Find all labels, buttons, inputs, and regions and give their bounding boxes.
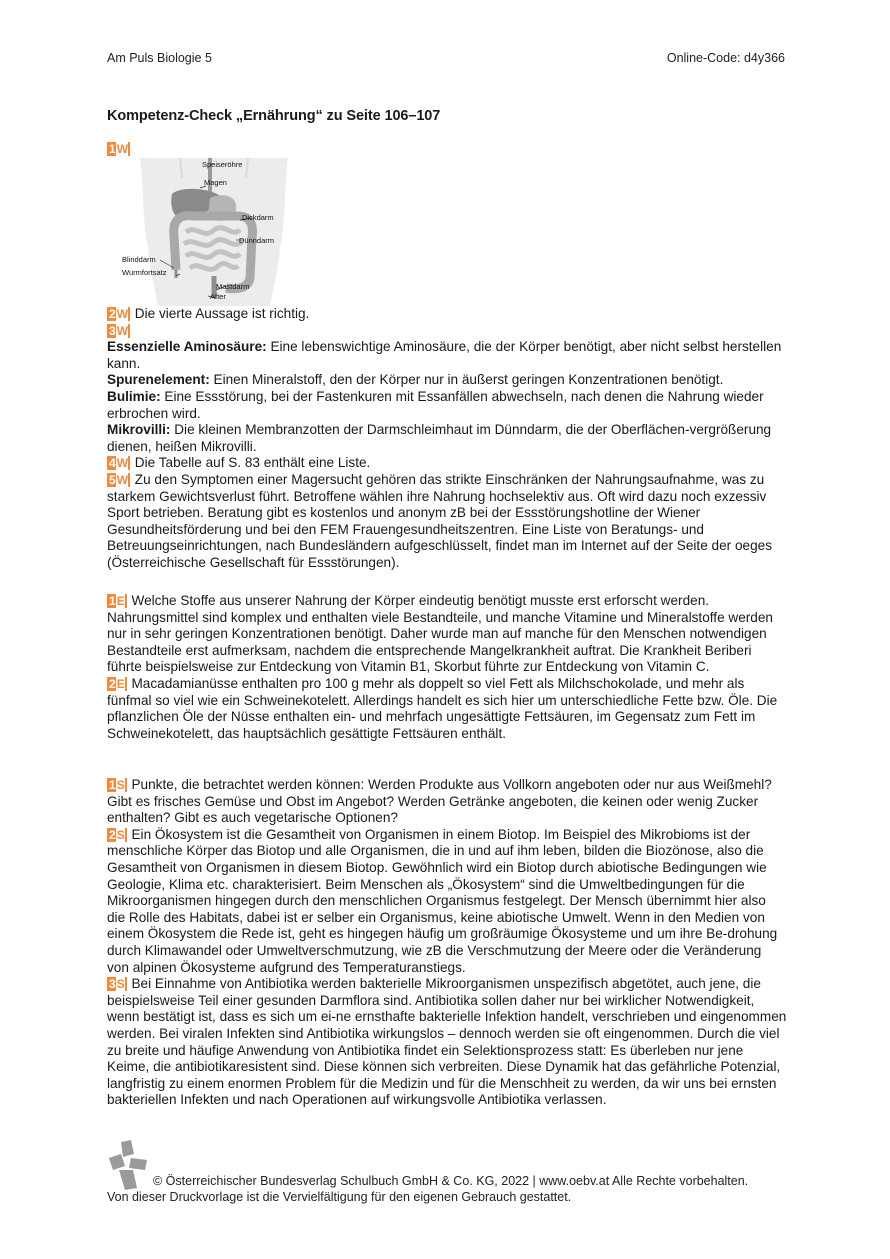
copyright-line: © Österreichischer Bundesverlag Schulbuch GmbH & Co. KG, 2022 | www.oebv.at Alle Rechte vorbehalten.	[153, 1174, 749, 1188]
definition-text: Die kleinen Membranzotten der Darmschleimhaut im Dünndarm, die der Oberflächen-vergrößerung dienen, heißen Mikrovilli.	[107, 422, 772, 454]
task-w1	[107, 141, 787, 158]
definition-text: Eine lebenswichtige Aminosäure, die der Körper benötigt, aber nicht selbst herstellen kann.	[107, 339, 782, 371]
task-text: Die Tabelle auf S. 83 enthält eine Liste.	[134, 455, 371, 471]
definition-item	[107, 389, 787, 422]
page-footer	[107, 1173, 748, 1205]
digestive-system-figure	[120, 158, 320, 306]
task-w2	[107, 306, 787, 323]
definition-term: Essenzielle Aminosäure:	[107, 339, 267, 355]
task-text: Macadamianüsse enthalten pro 100 g mehr als doppelt so viel Fett als Milchschokolade, und mehr als fünfmal so viel wie ein Schweinekotelett. Allerdings handelt es sich hier um unterschiedliche Fette bzw. Öle. Die pflanzlichen Öle der Nüsse enthalten ein- und mehrfach ungesättigte Fettsäuren, im Gegensatz zum Fett im Schweinekotelett, das hauptsächlich gesättigte Fettsäuren enthält.	[107, 675, 778, 741]
task-badge: 1S	[109, 778, 125, 792]
usage-note: Von dieser Druckvorlage ist die Vervielfältigung für den eigenen Gebrauch gestattet.	[107, 1190, 572, 1204]
label-blinddarm: Blinddarm	[122, 255, 156, 264]
task-text: Punkte, die betrachtet werden können: Werden Produkte aus Vollkorn angeboten oder nur aus Weißmehl? Gibt es frisches Gemüse und Obst im Angebot? Werden Getränke angeboten, die keinen oder wenig Zucker enthalten? Gibt es auch vegetarische Optionen?	[107, 777, 772, 826]
definition-item	[107, 422, 787, 455]
s-section	[107, 777, 787, 1109]
label-dickdarm: Dickdarm	[242, 213, 274, 222]
online-code: Online-Code: d4y366	[666, 51, 785, 65]
definition-text: Einen Mineralstoff, den der Körper nur in äußerst geringen Konzentrationen benötigt.	[213, 372, 724, 388]
label-after: After	[210, 292, 226, 301]
task-badge: 3W	[109, 323, 129, 338]
definition-term: Spurenelement:	[107, 372, 210, 388]
e-section	[107, 593, 787, 742]
task-badge: 1E	[109, 594, 125, 608]
task-text: Zu den Symptomen einer Magersucht gehören das strikte Einschränken der Nahrungsaufnahme, was zu starkem Gewichtsverlust führt. Betroffene wählen ihre Nahrung hochselektiv aus. Oft wird dazu noch exzessiv Sport betrieben. Beratung gibt es kostenlos und anonym zB bei der Essstörungshotline der Wiener Gesundheitsförderung und bei den FEM Frauengesundheitszentren. Eine Liste von Beratungs- und Betreuungseinrichtungen, nach Bundesländern aufgeschlüsselt, findet man im Internet auf der Seite der oeges (Österreichische Gesellschaft für Essstörungen).	[107, 471, 773, 570]
label-wurmfortsatz: Wurmfortsatz	[122, 268, 167, 277]
page-title: Kompetenz-Check „Ernährung“ zu Seite 106–107	[107, 108, 441, 124]
definition-text: Eine Essstörung, bei der Fastenkuren mit Essanfällen abwechseln, nach denen die Nahrung wieder erbrochen wird.	[107, 388, 764, 421]
task-text: Die vierte Aussage ist richtig.	[134, 306, 310, 321]
task-text: Welche Stoffe aus unserer Nahrung der Körper eindeutig benötigt musste erst erforscht werden. Nahrungsmittel sind komplex und enthalten viele Bestandteile, und manche Vitamine und Mineralstoffe werden nur in sehr geringen Konzentrationen benötigt. Daher wurde man auf manche für den Menschen notwendigen Bestandteile erst aufmerksam, nachdem die entsprechende Mangelkrankheit auftrat. Die Krankheit Beriberi führte beispielsweise zur Entdeckung von Vitamin B1, Skorbut führte zur Entdeckung von Vitamin C.	[107, 593, 773, 675]
task-e1	[107, 593, 787, 676]
book-title: Am Puls Biologie 5	[107, 51, 212, 65]
task-text: Bei Einnahme von Antibiotika werden bakterielle Mikroorganismen unspezifisch abgetötet, auch jene, die beispielsweise Teil einer gesunden Darmflora sind. Antibiotika sollen daher nur bei wirklicher Notwendigkeit, wenn bestätigt ist, dass es sich um ei-ne ernsthafte bakterielle Infektion handelt, verschrieben und eingenommen werden. Bei viralen Infekten sind Antibiotika wirkungslos – dennoch werden sie oft eingenommen. Durch die viel zu breite und häufige Anwendung von Antibiotika findet ein Selektionsprozess statt: Es überleben nur jene Keime, die antibiotikaresistent sind. Diese können sich verbreiten. Diese Dynamik hat das gefährliche Potenzial, langfristig zu einem enormen Problem für die Medizin und für die Menschheit zu werden, da wir uns bei ernsten bakteriellen Infekten und nach Operationen auf wirkungsvolle Antibiotika verlassen.	[107, 976, 787, 1108]
task-badge: 3S	[109, 977, 125, 992]
definition-item	[107, 372, 787, 389]
task-text: Ein Ökosystem ist die Gesamtheit von Organismen in einem Biotop. Im Beispiel des Mikrobioms ist der menschliche Körper das Biotop und alle Organismen, die in und auf ihm leben, bilden die Biozönose, also die Gesamtheit von Organismen in diesem Biotop. Gewöhnlich wird ein Biotop durch abiotische Bedingungen wie Geologie, Klima etc. charakterisiert. Beim Menschen als „Ökosystem“ sind die Umweltbedingungen für die Mikroorganismen hingegen durch den menschlichen Organismus festgelegt. Der Mensch übernimmt hier also die Rolle des Habitats, dabei ist er selber ein Organismus, keine abiotische Umwelt. Wenn in den Medien von einem Ökosystem die Rede ist, geht es hingegen häufig um großräumige Ökosysteme und um ihre Be-drohung durch Klimawandel oder Umweltverschmutzung, wie zB die Verschmutzung der Meere oder die Veränderung von alpinen Ökosysteme aufgrund des Temperaturanstiegs.	[107, 826, 778, 975]
label-duenndarm: Dünndarm	[239, 236, 275, 245]
definition-term: Mikrovilli:	[107, 422, 171, 438]
definition-item	[107, 339, 787, 372]
task-badge: 1W	[109, 142, 129, 156]
label-mastdarm: Mastdarm	[216, 282, 250, 291]
task-badge: 2E	[109, 676, 125, 691]
task-badge: 5W	[109, 472, 129, 487]
definition-term: Bulimie:	[107, 388, 161, 404]
task-s1	[107, 777, 787, 827]
task-w5	[107, 472, 787, 572]
task-badge: 4W	[109, 456, 129, 471]
task-w3	[107, 323, 787, 340]
label-magen: Magen	[204, 178, 227, 187]
task-s2	[107, 827, 787, 976]
w-section	[107, 306, 787, 572]
task-badge: 2W	[109, 307, 129, 321]
task-s3	[107, 976, 787, 1109]
task-badge: 2S	[109, 827, 125, 842]
label-speiseroehre: Speiseröhre	[202, 160, 243, 169]
task-e2	[107, 676, 787, 742]
task-w4	[107, 455, 787, 472]
